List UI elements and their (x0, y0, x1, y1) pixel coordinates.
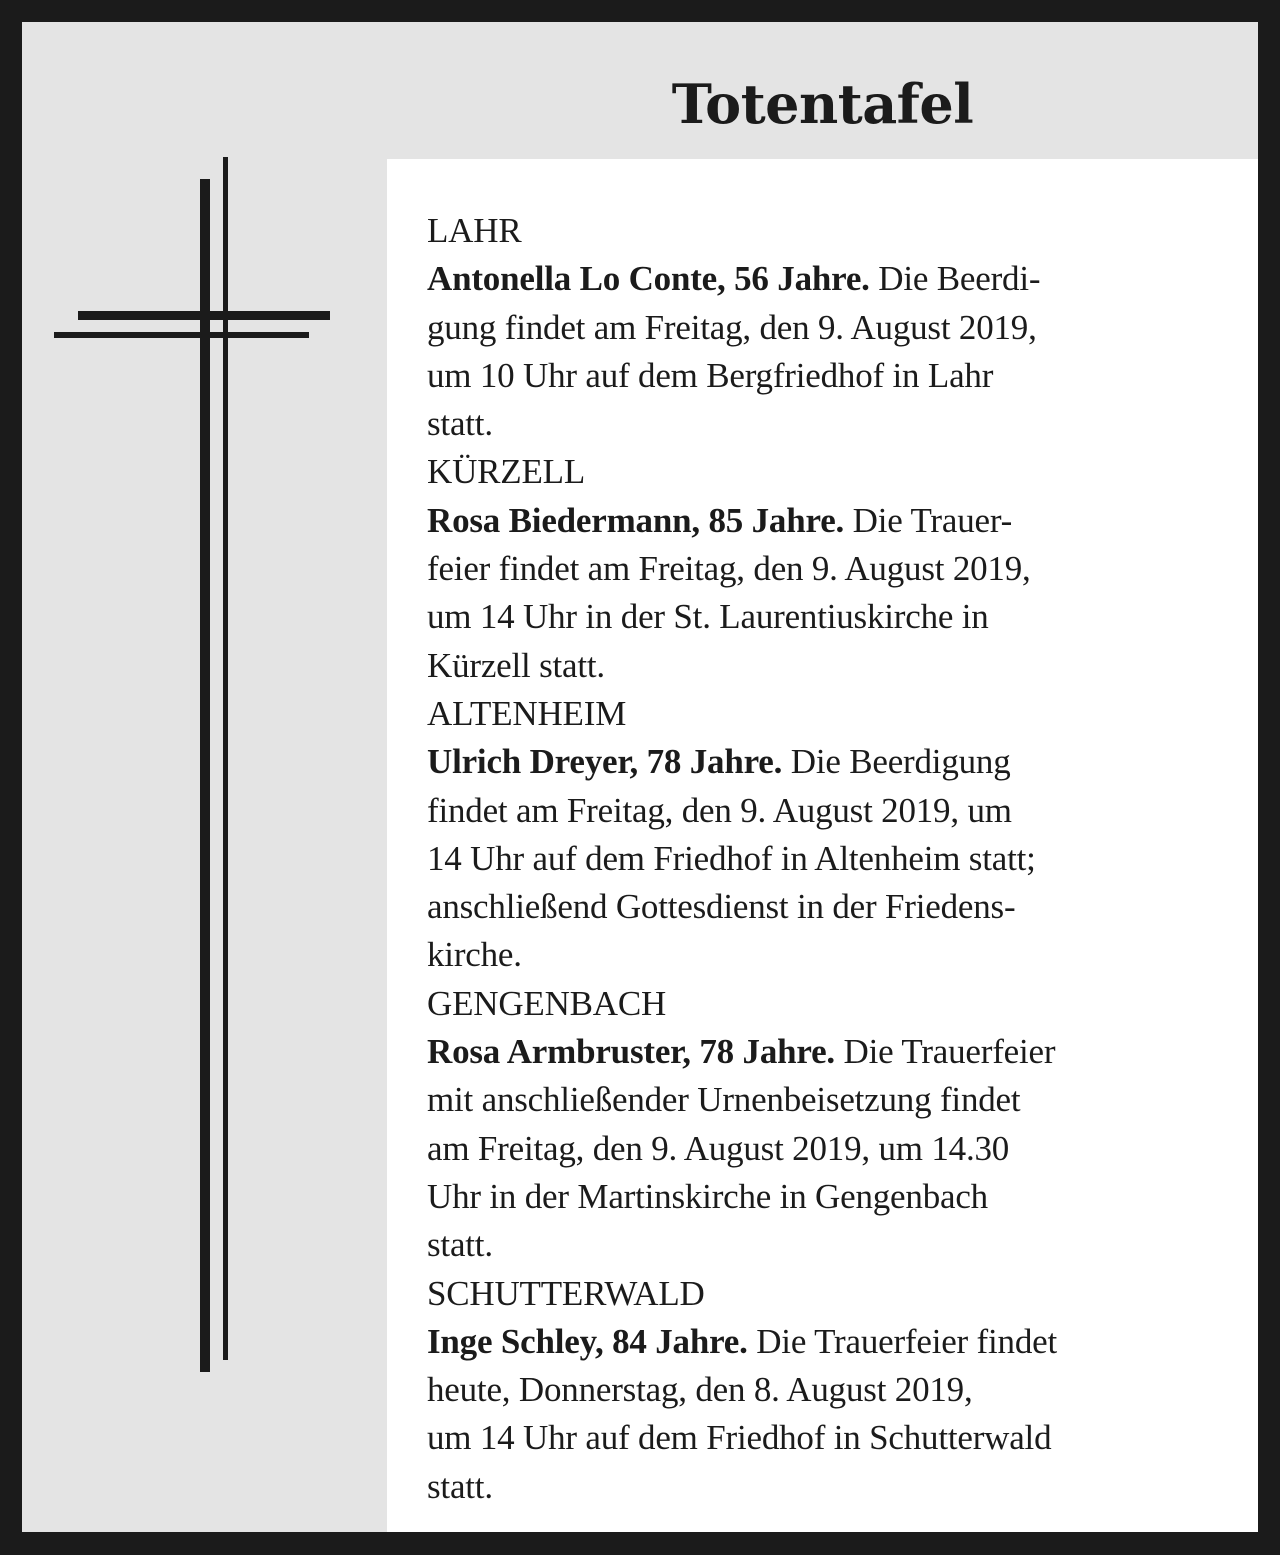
entry-text-line: Die Trauer- (844, 500, 1013, 540)
entry-text-line: Die Beerdi- (869, 259, 1041, 299)
entry-place: GENGENBACH (427, 983, 667, 1023)
entry-person: Ulrich Dreyer, 78 Jahre. (427, 742, 783, 782)
entry-text-line: feier findet am Freitag, den 9. August 2019, (427, 549, 1031, 589)
entry-text-line: findet am Freitag, den 9. August 2019, um (427, 790, 1012, 830)
entry-text-line: um 14 Uhr auf dem Friedhof in Schutterwald (427, 1418, 1052, 1458)
entry-text-line: anschließend Gottesdienst in der Friedens- (427, 887, 1016, 927)
entry-text-line: statt. (427, 1225, 493, 1265)
obituary-list-panel (387, 159, 1258, 1532)
entry-text-line: um 14 Uhr in der St. Laurentiuskirche in (427, 597, 989, 637)
entry-person: Inge Schley, 84 Jahre. (427, 1321, 748, 1361)
entry-place: KÜRZELL (427, 452, 586, 492)
entry-text-line: Die Trauerfeier findet (747, 1321, 1057, 1361)
obituary-entry (427, 448, 1227, 689)
entry-person: Rosa Armbruster, 78 Jahre. (427, 1032, 835, 1072)
obituary-entry (427, 1270, 1227, 1511)
entry-text-line: 14 Uhr auf dem Friedhof in Altenheim statt; (427, 838, 1036, 878)
obituary-list (427, 207, 1227, 1511)
entry-person: Rosa Biedermann, 85 Jahre. (427, 500, 845, 540)
entry-text-line: am Freitag, den 9. August 2019, um 14.30 (427, 1128, 1010, 1168)
entry-text-line: Die Beerdigung (782, 742, 1011, 782)
entry-place: SCHUTTERWALD (427, 1273, 705, 1313)
entry-person: Antonella Lo Conte, 56 Jahre. (427, 259, 870, 299)
cross-icon (22, 22, 382, 1532)
entry-text-line: gung findet am Freitag, den 9. August 2019, (427, 307, 1037, 347)
entry-text-line: um 10 Uhr auf dem Bergfriedhof in Lahr (427, 355, 994, 395)
obituary-entry (427, 207, 1227, 448)
entry-text-line: statt. (427, 1466, 493, 1506)
entry-text-line: statt. (427, 404, 493, 444)
entry-text-line: Die Trauerfeier (834, 1032, 1056, 1072)
entry-text-line: mit anschließender Urnenbeisetzung findet (427, 1080, 1021, 1120)
obituary-entry (427, 980, 1227, 1270)
page-title: Totentafel (671, 72, 974, 136)
entry-text-line: heute, Donnerstag, den 8. August 2019, (427, 1370, 973, 1410)
entry-text-line: kirche. (427, 935, 522, 975)
entry-text-line: Kürzell statt. (427, 645, 605, 685)
entry-place: ALTENHEIM (427, 693, 627, 733)
entry-text-line: Uhr in der Martinskirche in Gengenbach (427, 1176, 988, 1216)
obituary-entry (427, 690, 1227, 980)
entry-place: LAHR (427, 211, 522, 250)
obituary-board (22, 22, 1258, 1532)
